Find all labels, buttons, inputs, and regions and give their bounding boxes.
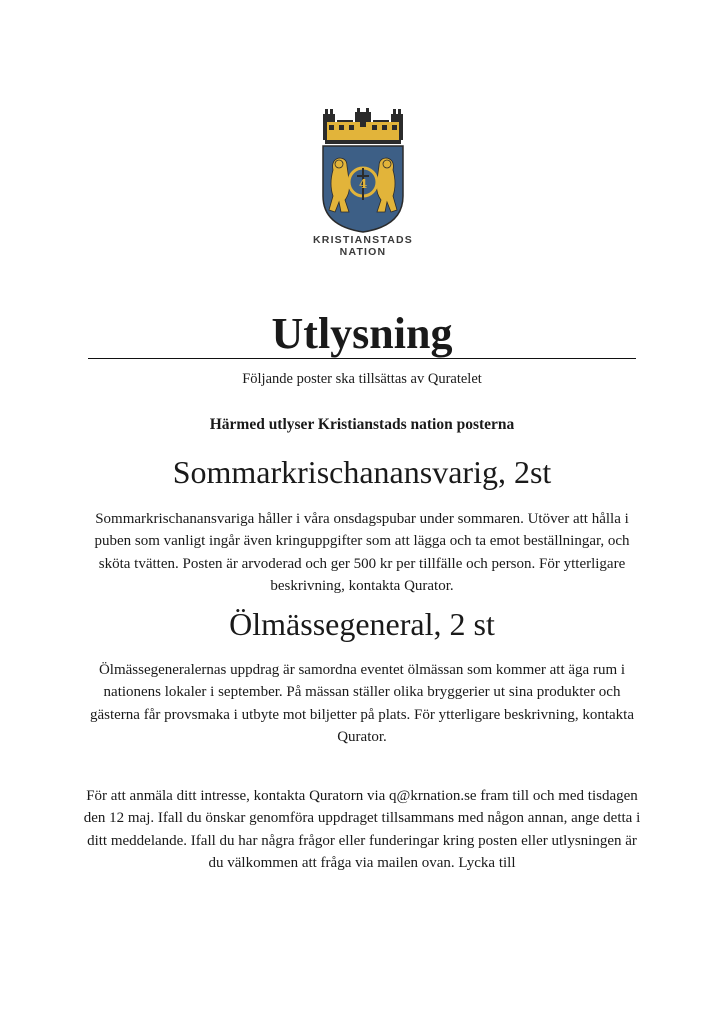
crown-icon bbox=[323, 108, 403, 144]
page-subtitle: Följande poster ska tillsättas av Quratelet bbox=[242, 371, 482, 387]
closing-paragraph: För att anmäla ditt intresse, kontakta Quratorn via q@krnation.se fram till och med tisdagen den 12 maj. Ifall du önskar genomföra uppdraget tillsammans med någon annan, ange detta i ditt meddelande. Ifall du har några frågor eller funderingar kring posten eller utlysningen är du välkommen att fråga via mailen ovan. Lycka till bbox=[83, 788, 641, 872]
intro-line: Härmed utlyser Kristianstads nation posterna bbox=[209, 416, 515, 433]
logo-line-2: NATION bbox=[339, 246, 387, 258]
nation-logo bbox=[302, 108, 424, 258]
logo-text bbox=[302, 234, 424, 258]
coat-of-arms-icon bbox=[315, 108, 411, 234]
position-heading-sommarkrischan: Sommarkrischanansvarig, 2st bbox=[172, 454, 552, 490]
logo-line-1: KRISTIANSTADS bbox=[313, 234, 413, 246]
position-description-sommarkrischan: Sommarkrischanansvariga håller i våra onsdagspubar under sommaren. Utöver att hålla i puben som vanligt ingår även kringuppgifter som att lägga och ta emot beställningar, och sköta tvätten. Posten är arvoderad och ger 500 kr per tillfälle och person. För ytterligare beskrivning, kontakta Qurator. bbox=[94, 511, 630, 595]
title-divider bbox=[88, 358, 636, 359]
page-title: Utlysning bbox=[271, 309, 453, 358]
svg-text:4: 4 bbox=[358, 177, 368, 191]
position-description-olmassegeneral: Ölmässegeneralernas uppdrag är samordna eventet ölmässan som kommer att äga rum i nationens lokaler i september. På mässan ställer olika bryggerier ut sina produkter och gästerna får provsmaka i utbyte mot biljetter på plats. För ytterligare beskrivning, kontakta Qurator. bbox=[89, 662, 634, 746]
position-heading-olmassegeneral: Ölmässegeneral, 2 st bbox=[229, 606, 495, 642]
